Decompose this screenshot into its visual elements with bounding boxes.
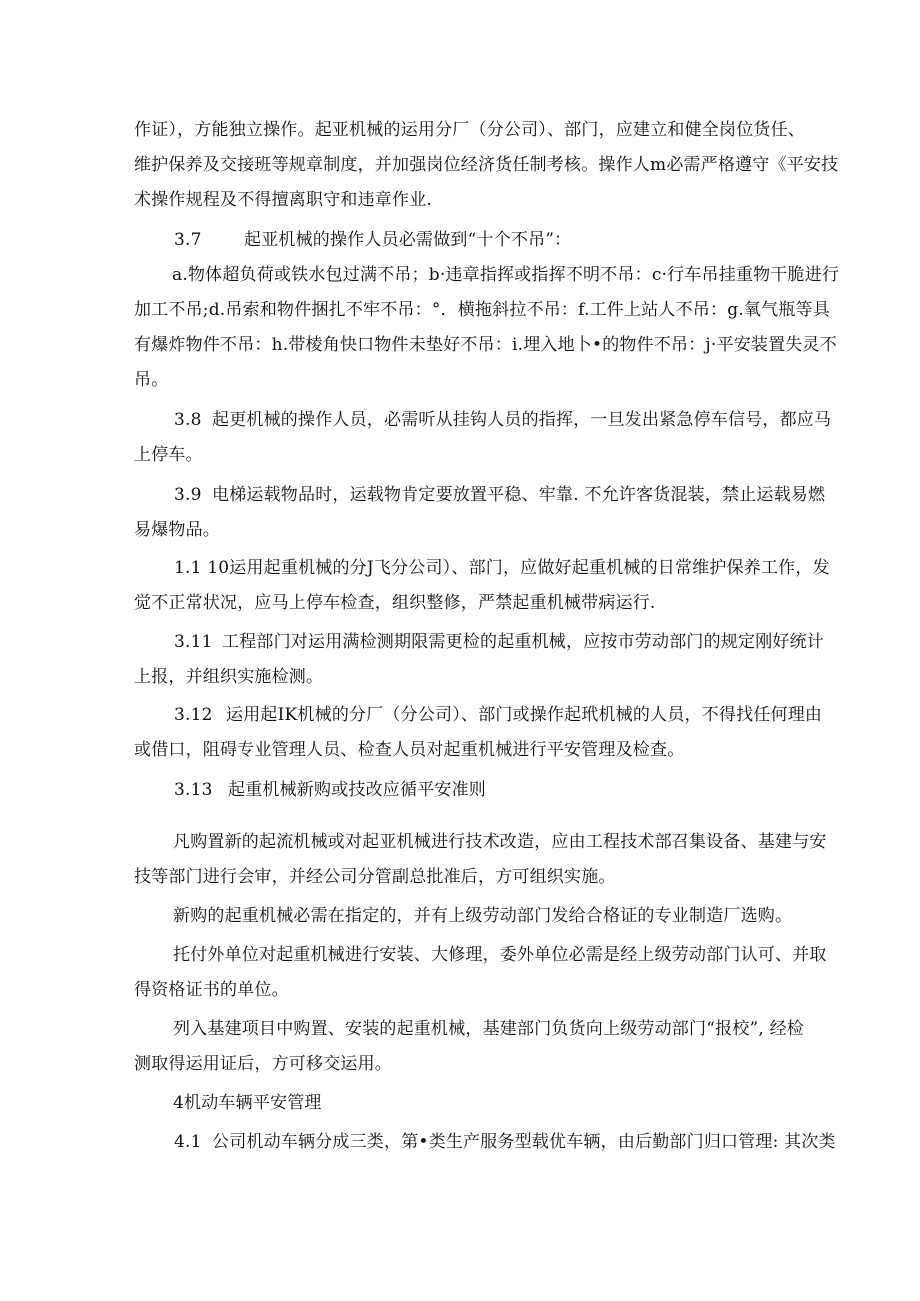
text-line: 易爆物品。: [134, 520, 220, 540]
section-number: 3.7: [174, 230, 202, 250]
section-number: 4.1: [174, 1132, 202, 1152]
text-line: 吊。: [134, 370, 169, 390]
text-line: 起更机械的操作人员，必需听从挂钩人员的指挥，一旦发出紧急停车信号，都应马: [212, 410, 832, 430]
text-line: 维护保养及交接班等规章制度，并加强岗位经济货任制考核。操作人m必需严格遵守《平安技: [134, 155, 839, 175]
text-line: 技等部门进行会审，并经公司分管副总批准后，方可组织实施。: [134, 867, 616, 887]
text-line: 新购的起重机械必需在指定的，并有上级劳动部门发给合格证的专业制造厂选购。: [173, 906, 793, 926]
text-line: 托付外单位对起重机械进行安装、大修理，委外单位必需是经上级劳动部门认可、并取: [173, 945, 827, 965]
text-line: 1.1 10运用起重机械的分J飞分公司）、部门，应做好起重机械的日常维护保养工作，发: [174, 558, 830, 578]
section-number: 3.11: [174, 632, 213, 652]
section-number: 3.9: [174, 485, 202, 505]
text-line: a.物体超负荷或铁水包过满不吊；b·违章指挥或指挥不明不吊：c·行车吊挂重物干脆进行: [172, 265, 840, 285]
text-line: 测取得运用证后，方可移交运用。: [134, 1054, 392, 1074]
text-line: 上停车。: [134, 445, 203, 465]
text-line: 工程部门对运用满检测期限需更检的起重机械，应按市劳动部门的规定刚好统计: [222, 632, 824, 652]
text-line: 或借口，阻碍专业管理人员、检查人员对起重机械进行平安管理及检查。: [134, 740, 685, 760]
text-line: 觉不正常状况，应马上停车检查，组织整修，严禁起重机械带病运行.: [134, 593, 656, 613]
text-line: 有爆炸物件不吊：h.带棱角快口物件未垫好不吊：i.埋入地卜•的物件不吊：j·平安装置失灵不: [134, 335, 837, 355]
text-line: 术操作规程及不得擅离职守和违章作业.: [134, 190, 433, 210]
text-line: 公司机动车辆分成三类，第•类生产服务型载优车辆，由后勤部门归口管理: 其次类: [212, 1132, 836, 1152]
section-number: 3.8: [174, 410, 202, 430]
section-heading: 4机动车辆平安管理: [173, 1093, 322, 1113]
text-line: 运用起IK机械的分厂（分公司）、部门或操作起玳机械的人员，不得找任何理由: [226, 705, 823, 725]
text-line: 得资格证书的单位。: [134, 980, 289, 1000]
section-number: 3.12: [174, 705, 213, 725]
text-line: 凡购置新的起流机械或对起亚机械进行技术改造，应由工程技术部召集设备、基建与安: [173, 832, 827, 852]
text-line: 列入基建项目中购置、安装的起重机械，基建部门负货向上级劳动部门“报校”, 经检: [173, 1019, 804, 1039]
text-line: 作证），方能独立操作。起亚机械的运用分厂（分公司）、部门，应建立和健全岗位货任、: [134, 120, 805, 140]
text-line: 上报，并组织实施检测。: [134, 667, 324, 687]
section-heading: 起重机械新购或技改应循平安准则: [228, 780, 486, 800]
text-line: 电梯运载物品时，运载物肯定要放置平稳、牢靠. 不允许客货混装，禁止运载易燃: [212, 485, 826, 505]
section-heading: 起亚机械的操作人员必需做到“十个不吊”：: [244, 230, 572, 250]
text-line: 加工不吊;d.吊索和物件捆扎不牢不吊：°．横拖斜拉不吊：f.工件上站人不吊：g.氧气瓶等具: [134, 300, 830, 320]
section-number: 3.13: [174, 780, 213, 800]
